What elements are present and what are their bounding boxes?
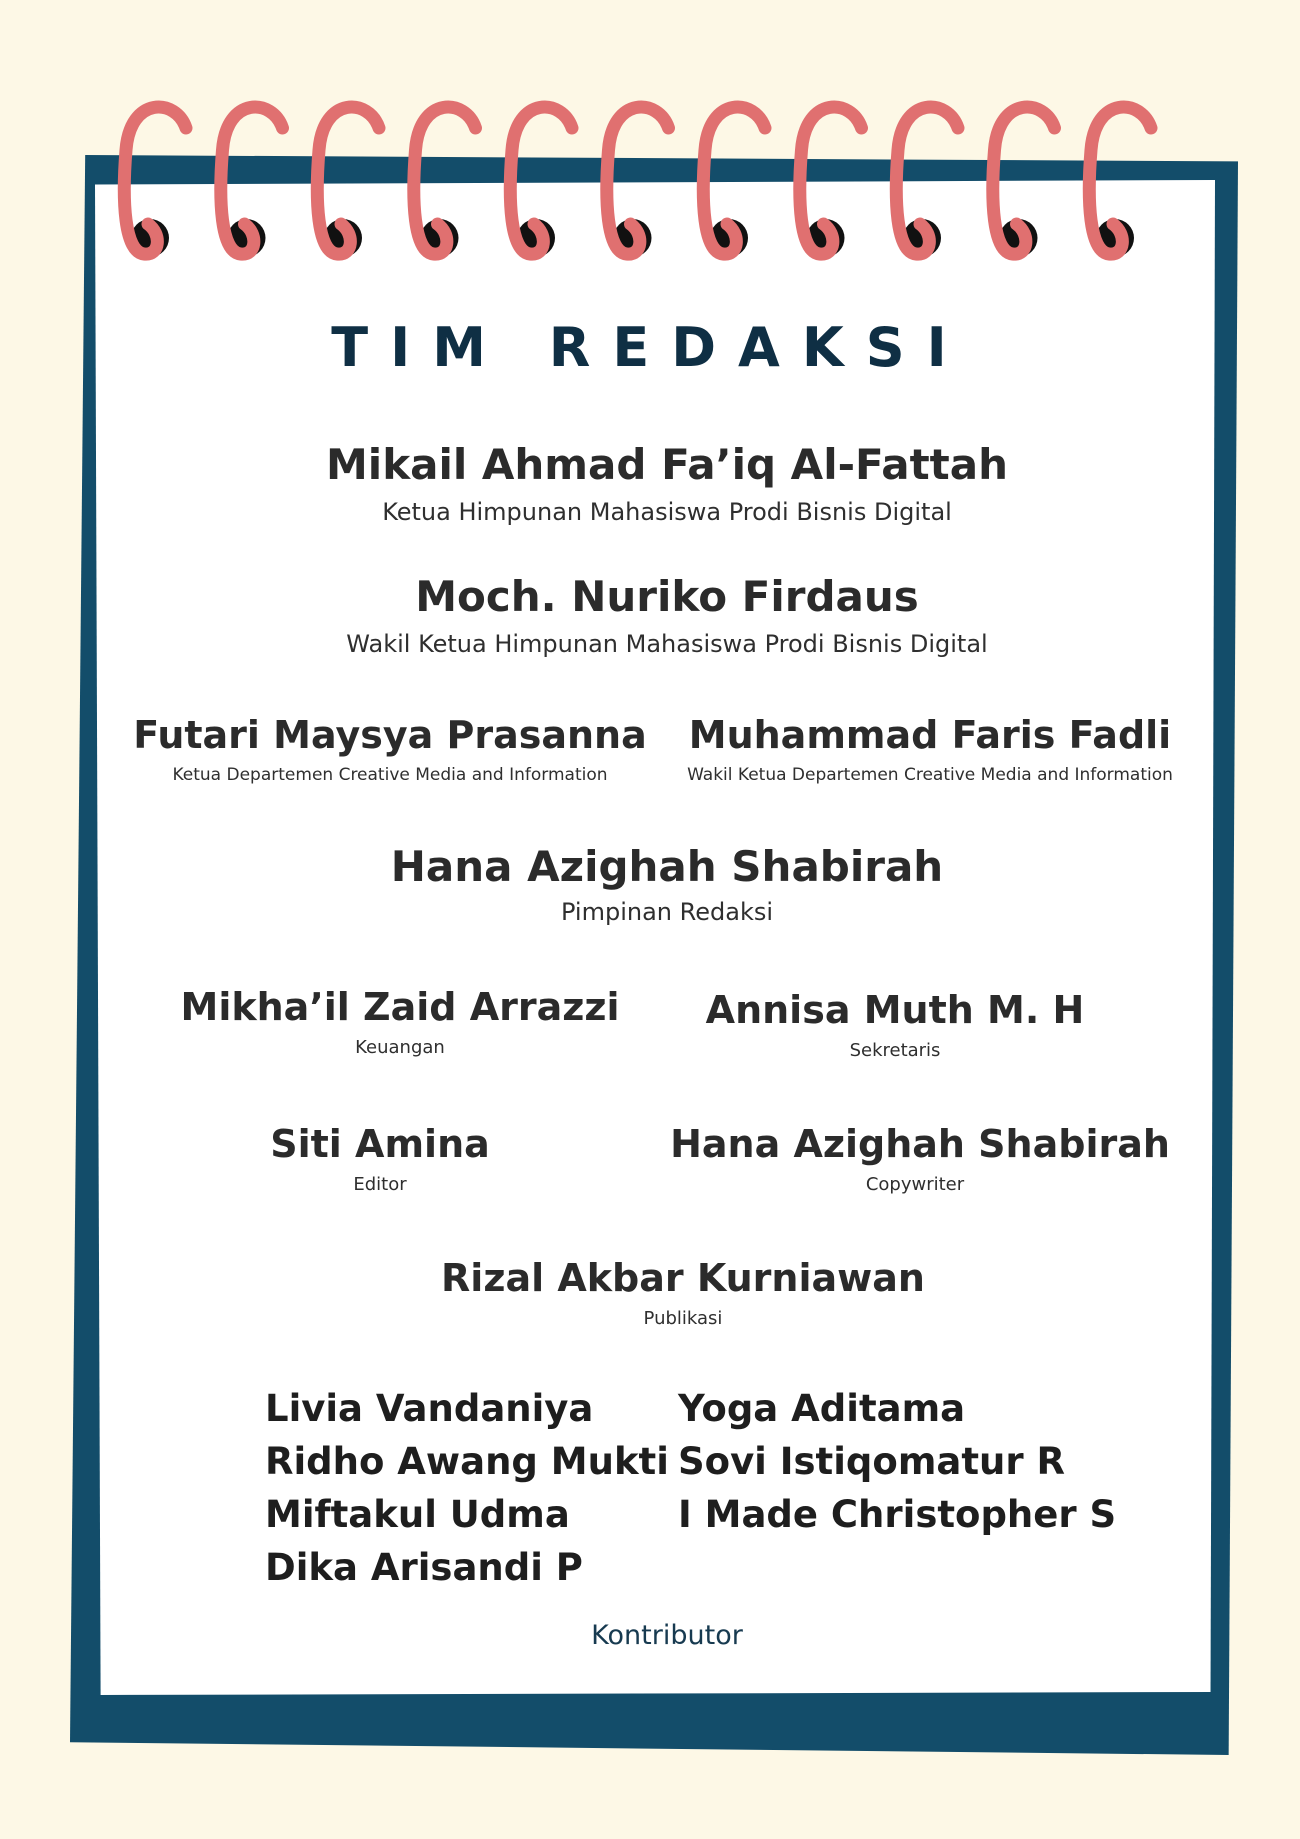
contributor-name: Yoga Aditama (678, 1387, 966, 1430)
member-role: Publikasi (643, 1308, 723, 1329)
ring-loop (703, 107, 765, 254)
contributor-list-right (678, 1382, 1116, 1541)
member-role: Ketua Departemen Creative Media and Information (172, 765, 608, 785)
ring-loop (124, 107, 186, 254)
member-role: Wakil Ketua Departemen Creative Media and Information (687, 765, 1173, 785)
contributor-list-left (265, 1382, 669, 1594)
binding-ring (993, 107, 1055, 257)
member-name: Hana Azighah Shabirah (670, 1122, 1170, 1166)
member-role: Copywriter (865, 1174, 965, 1195)
contributor-label: Kontributor (591, 1620, 743, 1651)
binding-ring (607, 107, 669, 257)
binding-ring (414, 107, 476, 257)
ring-loop (510, 107, 572, 254)
ring-loop (1089, 107, 1151, 254)
member-name: Siti Amina (270, 1122, 490, 1166)
ring-loop (993, 107, 1055, 254)
ring-loop (414, 107, 476, 254)
member-role: Editor (353, 1174, 407, 1195)
contributor-name: Sovi Istiqomatur R (678, 1440, 1065, 1483)
ring-loop (800, 107, 862, 254)
member-role: Wakil Ketua Himpunan Mahasiswa Prodi Bisnis Digital (346, 630, 988, 658)
member-name: Hana Azighah Shabirah (390, 842, 944, 891)
contributor-name: I Made Christopher S (678, 1493, 1117, 1536)
member-name: Muhammad Faris Fadli (688, 713, 1172, 757)
ring-loop (896, 107, 958, 254)
member-name: Rizal Akbar Kurniawan (441, 1256, 925, 1300)
member-name: Annisa Muth M. H (705, 988, 1085, 1032)
binding-ring (221, 107, 283, 257)
contributor-name: Livia Vandaniya (265, 1387, 594, 1430)
member-role: Sekretaris (849, 1040, 941, 1061)
binding-ring (317, 107, 379, 257)
member-role: Ketua Himpunan Mahasiswa Prodi Bisnis Digital (382, 498, 952, 526)
contributor-name: Ridho Awang Mukti (265, 1440, 669, 1483)
spiral-binding (0, 0, 1300, 300)
member-role: Keuangan (355, 1037, 445, 1058)
binding-ring (800, 107, 862, 257)
member-name: Mikha’il Zaid Arrazzi (180, 985, 620, 1029)
member-name: Mikail Ahmad Fa’iq Al-Fattah (326, 440, 1008, 489)
binding-ring (510, 107, 572, 257)
binding-ring (896, 107, 958, 257)
member-role: Pimpinan Redaksi (560, 898, 774, 926)
contributor-name: Dika Arisandi P (265, 1546, 583, 1589)
ring-loop (317, 107, 379, 254)
binding-ring (1089, 107, 1151, 257)
ring-loop (221, 107, 283, 254)
binding-ring (703, 107, 765, 257)
member-name: Futari Maysya Prasanna (133, 713, 647, 757)
ring-loop (607, 107, 669, 254)
contributor-name: Miftakul Udma (265, 1493, 570, 1536)
member-name: Moch. Nuriko Firdaus (415, 572, 919, 621)
binding-ring (124, 107, 186, 257)
page-title: TIM REDAKSI (331, 316, 969, 379)
